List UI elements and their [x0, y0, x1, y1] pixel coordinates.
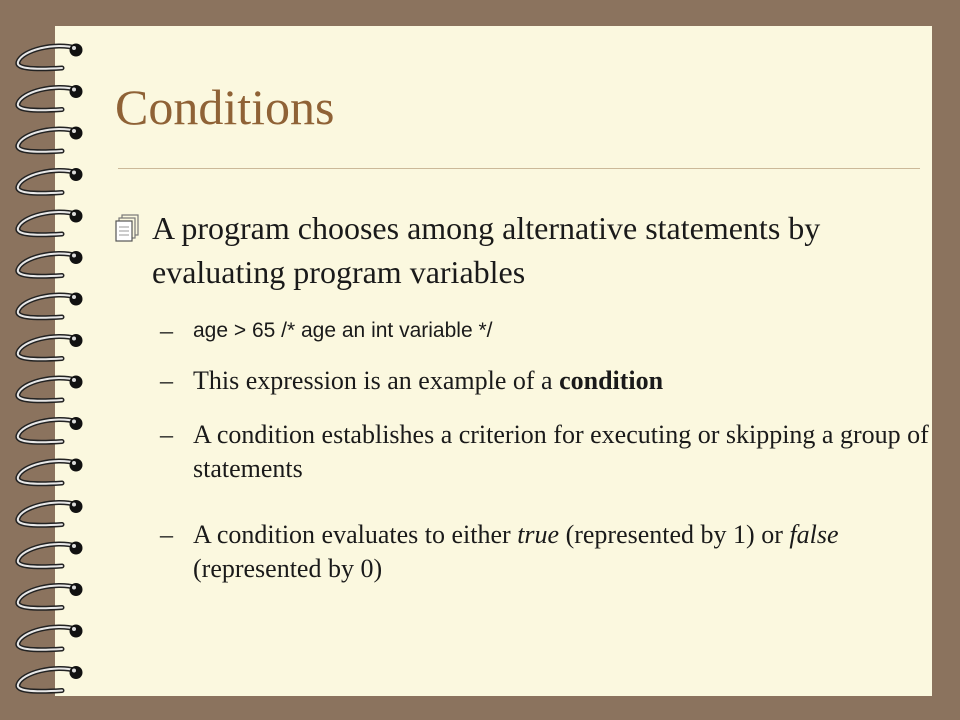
binding-ring: [18, 127, 83, 152]
binding-ring: [18, 583, 83, 608]
text-run: (represented by 1) or: [559, 520, 790, 549]
bold-term: condition: [559, 366, 664, 395]
binding-ring: [18, 417, 83, 442]
binding-ring: [18, 210, 83, 235]
title-divider: [118, 168, 920, 169]
sub-bullet-2: [160, 364, 930, 398]
dash-marker: –: [160, 520, 173, 549]
binding-ring: [18, 625, 83, 650]
binding-ring: [18, 293, 83, 318]
dash-marker: –: [160, 420, 173, 449]
binding-ring: [18, 500, 83, 525]
notepad-icon: [113, 212, 147, 242]
italic-term: false: [789, 520, 839, 549]
binding-ring: [18, 44, 83, 69]
slide-title: Conditions: [115, 79, 335, 135]
binding-ring: [18, 542, 83, 567]
text-run: A condition evaluates to either: [193, 520, 518, 549]
dash-marker: –: [160, 316, 173, 345]
binding-ring: [18, 459, 83, 484]
spiral-binding: [0, 0, 110, 720]
sub-bullet-text: [160, 518, 930, 586]
dash-marker: –: [160, 366, 173, 395]
italic-term: true: [517, 520, 560, 549]
sub-bullet-4: [160, 518, 930, 586]
binding-ring: [18, 376, 83, 401]
binding-ring: [18, 85, 83, 110]
binding-ring: [18, 334, 83, 359]
text-run: This expression is an example of a: [193, 366, 560, 395]
binding-ring: [18, 168, 83, 193]
binding-ring: [18, 666, 83, 691]
sub-bullet-text: [160, 364, 930, 398]
main-bullet-text: A program chooses among alternative statements by evaluating program variables: [152, 210, 821, 290]
sub-bullet-text: A condition establishes a criterion for executing or skipping a group of statements: [193, 420, 929, 483]
sub-bullet-1: [160, 314, 930, 348]
sub-bullet-3: [160, 418, 930, 486]
text-run: (represented by 0): [193, 554, 383, 583]
binding-ring: [18, 251, 83, 276]
sub-bullet-text: age > 65 /* age an int variable */: [193, 319, 493, 342]
